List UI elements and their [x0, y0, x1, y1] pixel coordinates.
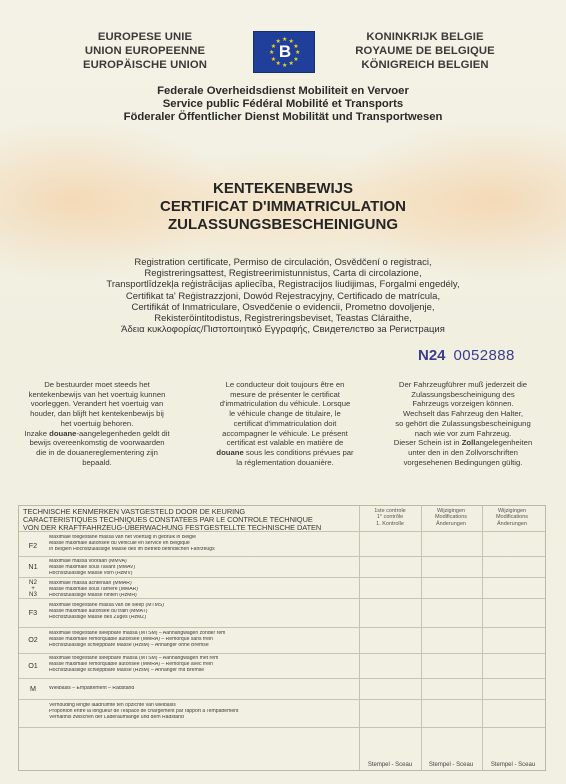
note-line: d'immatriculation du véhicule. Lorsque — [219, 399, 351, 409]
note-line — [17, 429, 177, 439]
ministry-line: Föderaler Öffentlicher Dienst Mobilität und Transportwesen — [123, 111, 443, 123]
row-line: Masse maximale sous l'arrière (MMAR) — [49, 586, 138, 592]
note-text: sous les conditions prévues par — [243, 447, 354, 457]
row-code: N2 + N3 — [29, 579, 37, 599]
column-label: 1ste controle — [374, 508, 406, 514]
translation-line: Registreringsattest, Registreerimistunnistus, Carta di circolazione, — [144, 268, 422, 280]
column-label: Modifications — [434, 514, 468, 521]
table-row — [49, 686, 367, 692]
eu-header-line: UNION EUROPEENNE — [84, 45, 206, 57]
country-header — [340, 30, 510, 72]
table-divider — [19, 727, 545, 728]
note-line: het voertuig behoren. — [60, 418, 134, 428]
note-line: Der Fahrzeugführer muß jederzeit die — [398, 380, 528, 389]
row-line: Masse maximale autorisée du train (MMAT) — [49, 608, 148, 614]
note-line: voorleggen. Verandert het voertuig van — [30, 399, 164, 409]
column-label: 1° contrôle — [376, 514, 404, 521]
table-divider — [19, 627, 545, 628]
table-row — [49, 581, 367, 599]
note-line: mesure de présenter le certificat — [230, 389, 340, 399]
eu-star-icon: ★ — [295, 50, 301, 56]
serial-digits: 0052888 — [453, 347, 515, 364]
row-line: Masse maximale remorquable autorisée (MMRA) – Remorque sans frein — [49, 636, 213, 642]
eu-star-icon: ★ — [282, 63, 288, 69]
note-line: houder, dan blijft het kentekenbewijs bij — [30, 409, 164, 419]
table-heading-line: VON DER KRAFTFAHRZEUG-ÜBERWACHUNG FESTGESTELLTE TECHNISCHE DATEN — [23, 522, 322, 532]
eu-star-icon: ★ — [275, 38, 281, 45]
note-emphasis: douane — [216, 447, 244, 457]
row-line: Verhouding lengte laadruimte ten opzichte van wielbasis — [49, 703, 176, 708]
note-line: la réglementation douanière. — [236, 457, 334, 467]
eu-flag-logo — [253, 31, 315, 73]
table-divider — [19, 556, 545, 557]
row-line: Höchstzulässige Masse des Zuges (HzMZ) — [49, 614, 147, 620]
table-row — [49, 603, 367, 621]
table-row — [49, 703, 367, 721]
note-line: certificat d'immatriculation doit — [233, 418, 337, 428]
title-line: ZULASSUNGSBESCHEINIGUNG — [167, 216, 399, 233]
column-changes — [423, 508, 479, 527]
row-code: M — [30, 684, 36, 693]
note-german — [383, 380, 543, 467]
row-code: F2 — [28, 541, 38, 550]
note-line: nach wie vor zum Fahrzeug. — [414, 428, 512, 438]
translation-line: Transportlīdzekļa reģistrācijas apliecība, Registracijos liudijimas, Forgalmi engedély, — [106, 279, 460, 291]
row-line: Höchstzulässige Masse vorn (HzMV) — [49, 570, 133, 576]
ministry-line: Service public Fédéral Mobilité et Transports — [162, 98, 404, 110]
ministry-name — [0, 85, 566, 124]
table-divider — [482, 506, 483, 770]
note-line — [205, 448, 365, 458]
eu-star-icon: ★ — [282, 37, 288, 43]
translation-line: Certifikát of Inmatriculare, Osvedčenie o evidencii, Prometno dovoljenje, — [131, 301, 435, 313]
note-text: angelegenheiten — [475, 438, 533, 448]
row-line: Proportion entre la longueur de l'espace de chargement par rapport à l'empattement — [49, 708, 239, 714]
note-line: accompagner le véhicule. Le présent — [222, 428, 348, 438]
table-row — [49, 559, 367, 577]
note-line: unter den in den Zollvorschriften — [408, 447, 518, 457]
row-line: In Belgien Höchstzulässige Masse des im Betrieb befindlichen Fahrzeugs — [49, 546, 215, 552]
note-dutch — [17, 380, 177, 467]
note-line: Wechselt das Fahrzeug den Halter, — [403, 409, 523, 419]
eu-star-icon: ★ — [275, 61, 281, 68]
row-line: Masse maximale autorisée du véhicule en service en Belgique — [49, 540, 190, 546]
row-line: Maximale toegestane sleepbare massa (MTSM) – Aanhangwagen zonder rem — [49, 631, 226, 636]
eu-header-line: EUROPESE UNIE — [97, 31, 193, 43]
serial-code: N24 — [418, 347, 446, 364]
stamp-label: Stempel - Sceau — [367, 762, 413, 768]
stamp-label: Stempel - Sceau — [428, 762, 474, 768]
table-divider — [19, 678, 545, 679]
note-text: Dieser Schein ist in — [393, 438, 462, 448]
table-divider — [19, 577, 545, 578]
row-line: Maximale massa vooraan (MMVA) — [49, 559, 127, 564]
column-label: 1. Kontrolle — [376, 520, 404, 527]
row-code: F3 — [28, 608, 38, 617]
note-line: Zulassungsbescheinigung des — [411, 389, 515, 399]
title-line: KENTEKENBEWIJS — [212, 180, 354, 197]
note-line: kentekenbewijs van het voertuig kunnen — [28, 389, 166, 399]
title-line: CERTIFICAT D'IMMATRICULATION — [159, 198, 407, 215]
eu-header — [70, 30, 220, 72]
note-line: Fahrzeugs vorzeigen können. — [412, 399, 514, 409]
document-title — [0, 180, 566, 234]
note-text: -aangelegenheden geldt dit — [76, 428, 170, 438]
translation-line: Certifikat ta' Reġistrazzjoni, Dowód Rejestracyjny, Certificado de matrícula, — [125, 290, 441, 302]
translation-line: Άδεια κυκλοφορίας/Πιστοποιητικό Εγγραφής, Свидетелство за Регистрация — [121, 324, 445, 336]
eu-star-icon: ★ — [270, 56, 277, 63]
eu-star-icon: ★ — [288, 61, 294, 68]
column-changes — [484, 508, 540, 527]
title-translations — [90, 257, 476, 335]
row-code: O2 — [28, 635, 38, 644]
note-line: bewijs overeenkomstig de voorwaarden — [29, 438, 165, 448]
table-row — [49, 535, 367, 553]
row-code: O1 — [28, 661, 38, 670]
eu-star-icon: ★ — [293, 56, 299, 63]
country-letter: B — [278, 42, 292, 61]
row-line: Höchstzulässige schleppbare Masse (HzsM) – Anhänger mit Bremse — [49, 667, 205, 673]
column-label: Änderungen — [436, 520, 466, 527]
row-line: Masse maximale remorquable autorisée (MMRA) – Remorque avec frein — [49, 661, 213, 667]
technical-data-table — [18, 505, 546, 771]
row-line: Masse maximale sous l'avant (MMAV) — [49, 564, 136, 570]
table-heading-line: CARACTERISTIQUES TECHNIQUES CONSTATEES PAR LE CONTROLE TECHNIQUE — [23, 514, 313, 524]
column-label: Änderungen — [497, 520, 527, 527]
eu-header-line: EUROPÄISCHE UNION — [82, 59, 208, 71]
note-line: De bestuurder moet steeds het — [44, 380, 150, 389]
column-label: Modifications — [495, 514, 529, 521]
column-first-control — [362, 508, 418, 527]
note-emphasis: douane — [49, 428, 77, 438]
note-line — [383, 438, 543, 448]
eu-star-icon: ★ — [293, 43, 299, 50]
row-line: Verhältnis zwischen der Laderaumlänge und dem Radstand — [49, 714, 184, 720]
table-heading — [23, 508, 363, 531]
note-text: Inzake — [24, 428, 50, 438]
translation-line: Registration certificate, Permiso de circulación, Osvědčení o registraci, — [134, 257, 432, 268]
table-divider — [421, 506, 422, 770]
row-code: N1 — [28, 562, 38, 571]
country-header-line: KONINKRIJK BELGIE — [366, 31, 484, 43]
eu-star-icon: ★ — [270, 43, 277, 50]
column-label: Wijzigingen — [497, 508, 527, 514]
country-header-line: ROYAUME DE BELGIQUE — [355, 45, 495, 57]
row-line: Maximale toegestane sleepbare massa (MTSM) – Aanhangwagen met rem — [49, 656, 219, 661]
serial-number — [418, 347, 515, 364]
note-line: certificat est valable en matière de — [226, 438, 344, 448]
eu-star-icon: ★ — [288, 38, 294, 45]
row-line: Höchstzulässige schleppbare Masse (HzsM) – Anhänger ohne Bremse — [49, 642, 209, 648]
table-row — [49, 656, 367, 674]
ministry-line: Federale Overheidsdienst Mobiliteit en Vervoer — [157, 85, 409, 97]
row-line: Maximale massa achteraan (MMAR) — [49, 581, 132, 586]
row-line: Maximale toegestane massa van het voertuig in gebruik in België — [49, 535, 196, 540]
note-line: so gehört die Zulassungsbescheinigung — [395, 418, 531, 428]
note-line: bepaald. — [82, 457, 112, 467]
row-line: Wielbasis – Empattement – Radstand — [49, 686, 135, 691]
table-row — [49, 631, 367, 649]
row-line: Höchstzulässige Masse hinten (HzMH) — [49, 592, 137, 598]
note-line: Le conducteur doit toujours être en — [225, 380, 345, 389]
note-french — [205, 380, 365, 467]
table-divider — [19, 653, 545, 654]
stamp-label: Stempel - Sceau — [490, 762, 536, 768]
note-line: le véhicule change de titulaire, le — [229, 409, 341, 419]
note-line: vorgesehenen Bedingungen gültig. — [403, 457, 523, 467]
translation-line: Rekisteröintitodistus, Registreringsbeviset, Teastas Cláraithe, — [154, 313, 412, 325]
column-label: Wijzigingen — [436, 508, 466, 514]
eu-star-icon: ★ — [269, 50, 275, 56]
table-divider — [19, 699, 545, 700]
note-line: die in de douanereglementering zijn — [36, 447, 158, 457]
country-header-line: KÖNIGREICH BELGIEN — [361, 59, 489, 71]
row-line: Maximale toegestane massa van de sleep (MTMS) — [49, 603, 164, 608]
note-emphasis: Zoll — [461, 438, 476, 448]
table-heading-line: TECHNISCHE KENMERKEN VASTGESTELD DOOR DE KEURING — [23, 507, 246, 516]
